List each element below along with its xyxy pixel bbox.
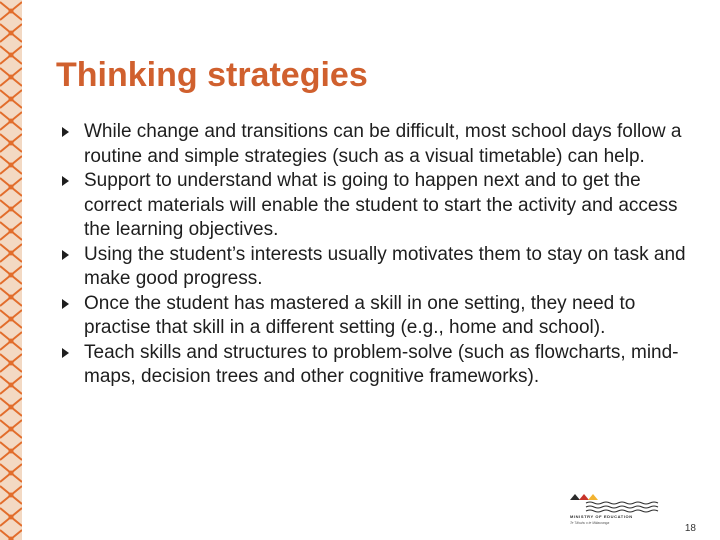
bullet-text: Once the student has mastered a skill in one setting, they need to practise that skill in a different setting (e.g., home and school). xyxy=(84,292,636,338)
triangle-bullet-icon xyxy=(62,299,69,309)
page-number: 18 xyxy=(684,523,696,534)
logo-wave-2 xyxy=(586,506,658,508)
bullet-item xyxy=(60,341,700,390)
triangle-bullet-icon xyxy=(62,127,69,137)
bullet-text: Using the student’s interests usually motivates them to stay on task and make good progress. xyxy=(84,243,686,289)
logo-text: MINISTRY OF EDUCATION xyxy=(570,514,633,519)
decorative-border-pattern xyxy=(0,0,22,540)
logo-triangle-1 xyxy=(570,494,580,500)
triangle-bullet-icon xyxy=(62,176,69,186)
bullet-item xyxy=(60,120,700,169)
border-pattern-graphic xyxy=(0,0,22,540)
bullet-item xyxy=(60,292,700,341)
ministry-of-education-logo xyxy=(566,490,666,530)
logo-triangle-2 xyxy=(579,494,589,500)
logo-wave-3 xyxy=(586,510,658,512)
logo-wave-1 xyxy=(586,502,658,504)
bullet-text: While change and transitions can be difficult, most school days follow a routine and simple strategies (such as a visual timetable) can help. xyxy=(84,121,682,167)
bullet-item xyxy=(60,169,700,243)
logo-triangle-3 xyxy=(588,494,598,500)
bullet-text: Support to understand what is going to happen next and to get the correct materials will enable the student to start the activity and access the learning objectives. xyxy=(84,170,678,240)
slide-title: Thinking strategies xyxy=(56,56,368,94)
triangle-bullet-icon xyxy=(62,250,69,260)
bullet-item xyxy=(60,243,700,292)
triangle-bullet-icon xyxy=(62,348,69,358)
bullet-text: Teach skills and structures to problem-solve (such as flowcharts, mind-maps, decision trees and other cognitive frameworks). xyxy=(84,341,679,387)
bullet-list xyxy=(60,120,700,390)
logo-subtext: Te Tāhuhu o te Mātauranga xyxy=(570,521,610,525)
